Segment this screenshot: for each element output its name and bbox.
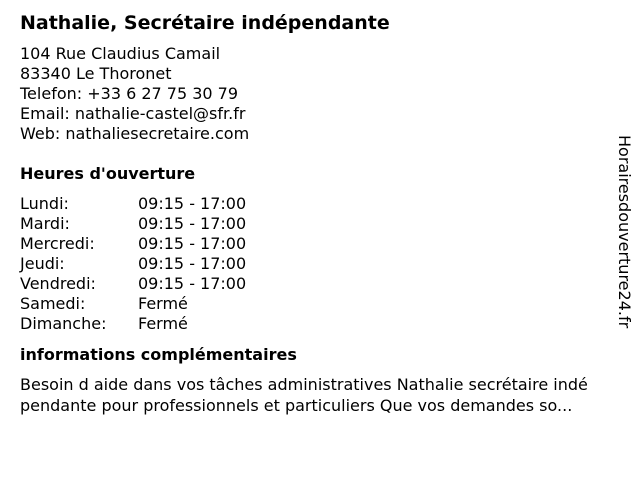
hours-row: [20, 314, 610, 334]
site-watermark: Horairesdouverture24.fr: [615, 135, 634, 329]
info-heading: informations complémentaires: [20, 345, 297, 364]
hours-row: [20, 274, 610, 294]
hours-day: Lundi:: [20, 194, 69, 213]
hours-time: Fermé: [138, 314, 188, 333]
business-card: [20, 10, 610, 416]
hours-row: [20, 214, 610, 234]
contact-block: [20, 44, 610, 144]
hours-time: 09:15 - 17:00: [138, 194, 247, 213]
street-address: 104 Rue Claudius Camail: [20, 44, 221, 63]
hours-row: [20, 294, 610, 314]
hours-table: [20, 194, 610, 334]
hours-row: [20, 254, 610, 274]
hours-day: Mercredi:: [20, 234, 95, 253]
info-line-2: pendante pour professionnels et particuliers Que vos demandes so...: [20, 396, 573, 415]
phone-line[interactable]: Telefon: +33 6 27 75 30 79: [20, 84, 239, 103]
web-line[interactable]: Web: nathaliesecretaire.com: [20, 124, 250, 143]
hours-day: Jeudi:: [20, 254, 65, 273]
hours-time: Fermé: [138, 294, 188, 313]
hours-time: 09:15 - 17:00: [138, 214, 247, 233]
email-line[interactable]: Email: nathalie-castel@sfr.fr: [20, 104, 246, 123]
hours-day: Mardi:: [20, 214, 70, 233]
city-address: 83340 Le Thoronet: [20, 64, 172, 83]
hours-time: 09:15 - 17:00: [138, 234, 247, 253]
business-name: Nathalie, Secrétaire indépendante: [20, 12, 390, 34]
hours-day: Samedi:: [20, 294, 86, 313]
hours-row: [20, 234, 610, 254]
hours-heading: Heures d'ouverture: [20, 164, 196, 183]
info-line-1: Besoin d aide dans vos tâches administratives Nathalie secrétaire indé: [20, 375, 588, 394]
hours-time: 09:15 - 17:00: [138, 254, 247, 273]
hours-time: 09:15 - 17:00: [138, 274, 247, 293]
hours-day: Vendredi:: [20, 274, 96, 293]
hours-row: [20, 194, 610, 214]
hours-day: Dimanche:: [20, 314, 107, 333]
